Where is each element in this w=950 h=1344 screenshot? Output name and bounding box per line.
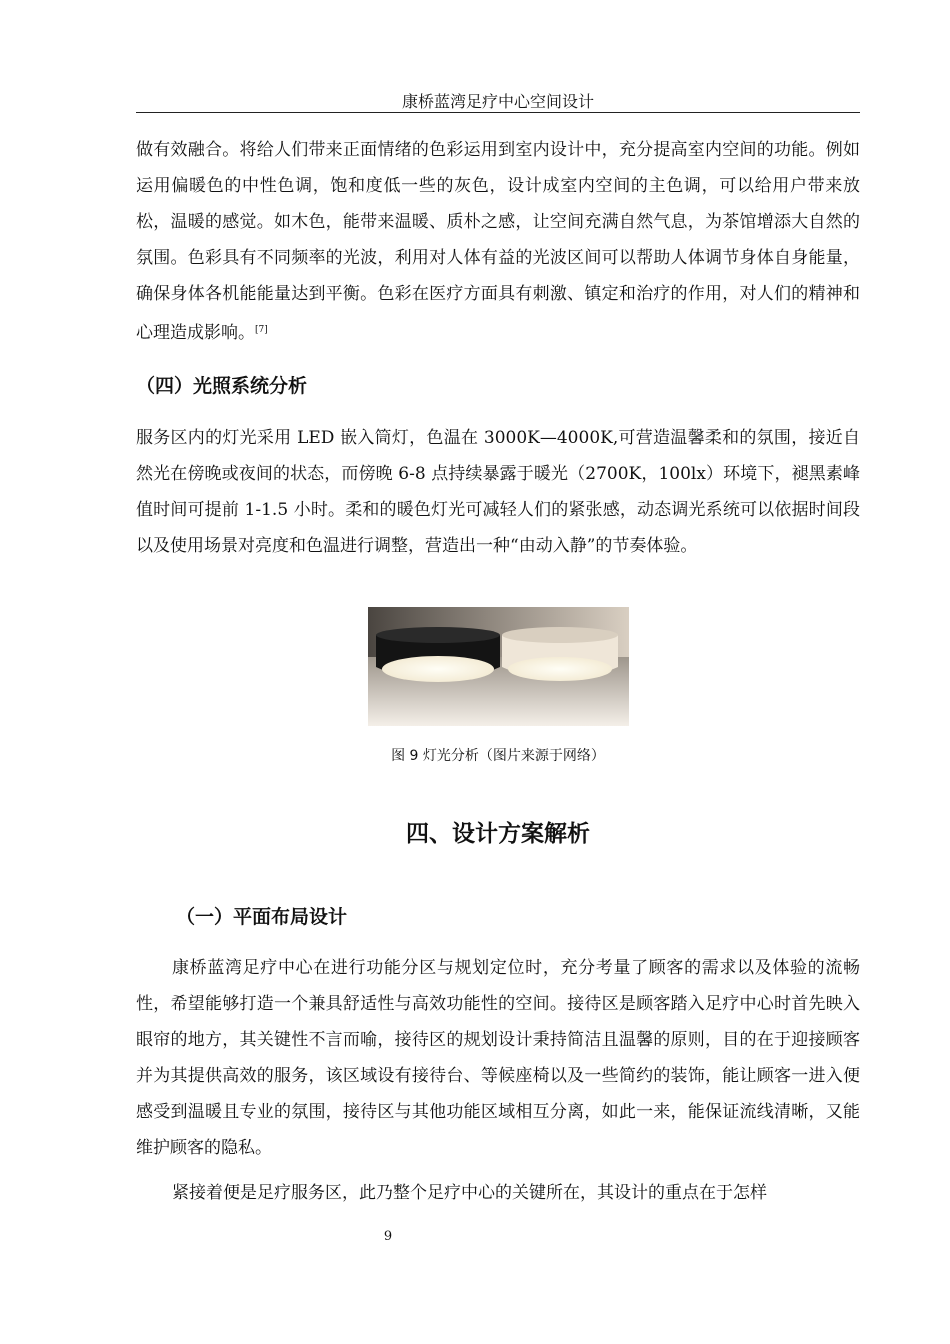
running-header: 康桥蓝湾足疗中心空间设计: [136, 92, 860, 113]
section-heading: 四、设计方案解析: [406, 821, 590, 847]
heading-lighting-analysis: （四）光照系统分析: [136, 375, 308, 397]
figure-caption: 图 9 灯光分析（图片来源于网络）: [391, 748, 605, 764]
page-number: 9: [383, 1229, 393, 1244]
paragraph-text: 做有效融合。将给人们带来正面情绪的色彩运用到室内设计中，充分提高室内空间的功能。例如运用偏暖色的中性色调，饱和度低一些的灰色，设计成室内空间的主色调，可以给用户带来放松，温暖的感觉。如木色，能带来温暖、质朴之感，让空间充满自然气息，为茶馆增添大自然的氛围。色彩具有不同频率的光波，利用对人体有益的光波区间可以帮助人体调节身体自身能量，确保身体各机能能量达到平衡。色彩在医疗方面具有刺激、镇定和治疗的作用，对人们的精神和心理造成影响。: [136, 140, 860, 343]
paragraph-layout: 康桥蓝湾足疗中心在进行功能分区与规划定位时，充分考量了顾客的需求以及体验的流畅性，希望能够打造一个兼具舒适性与高效功能性的空间。接待区是顾客踏入足疗中心时首先映入眼帘的地方，其关键性不言而喻，接待区的规划设计秉持简洁且温馨的原则，目的在于迎接顾客并为其提供高效的服务，该区域设有接待台、等候座椅以及一些简约的装饰，能让顾客一进入便感受到温暖且专业的氛围，接待区与其他功能区域相互分离，如此一来，能保证流线清晰，又能维护顾客的隐私。: [136, 958, 860, 1158]
paragraph-service-area: 紧接着便是足疗服务区，此乃整个足疗中心的关键所在，其设计的重点在于怎样: [172, 1183, 767, 1203]
downlights-image: [368, 607, 629, 726]
citation-ref: [7]: [255, 325, 268, 335]
paragraph-lighting: 服务区内的灯光采用 LED 嵌入筒灯，色温在 3000K—4000K,可营造温馨柔和的氛围，接近自然光在傍晚或夜间的状态，而傍晚 6-8 点持续暴露于暖光（2700K，100lx）环境下，褪黑素峰值时间可提前 1-1.5 小时。柔和的暖色灯光可减轻人们的紧张感，动态调光系统可以依据时间段以及使用场景对亮度和色温进行调整，营造出一种“由动入静”的节奏体验。: [136, 428, 860, 556]
heading-layout-design: （一）平面布局设计: [176, 906, 348, 928]
paragraph-color-effects: [136, 132, 860, 351]
figure-downlights: [368, 607, 629, 726]
